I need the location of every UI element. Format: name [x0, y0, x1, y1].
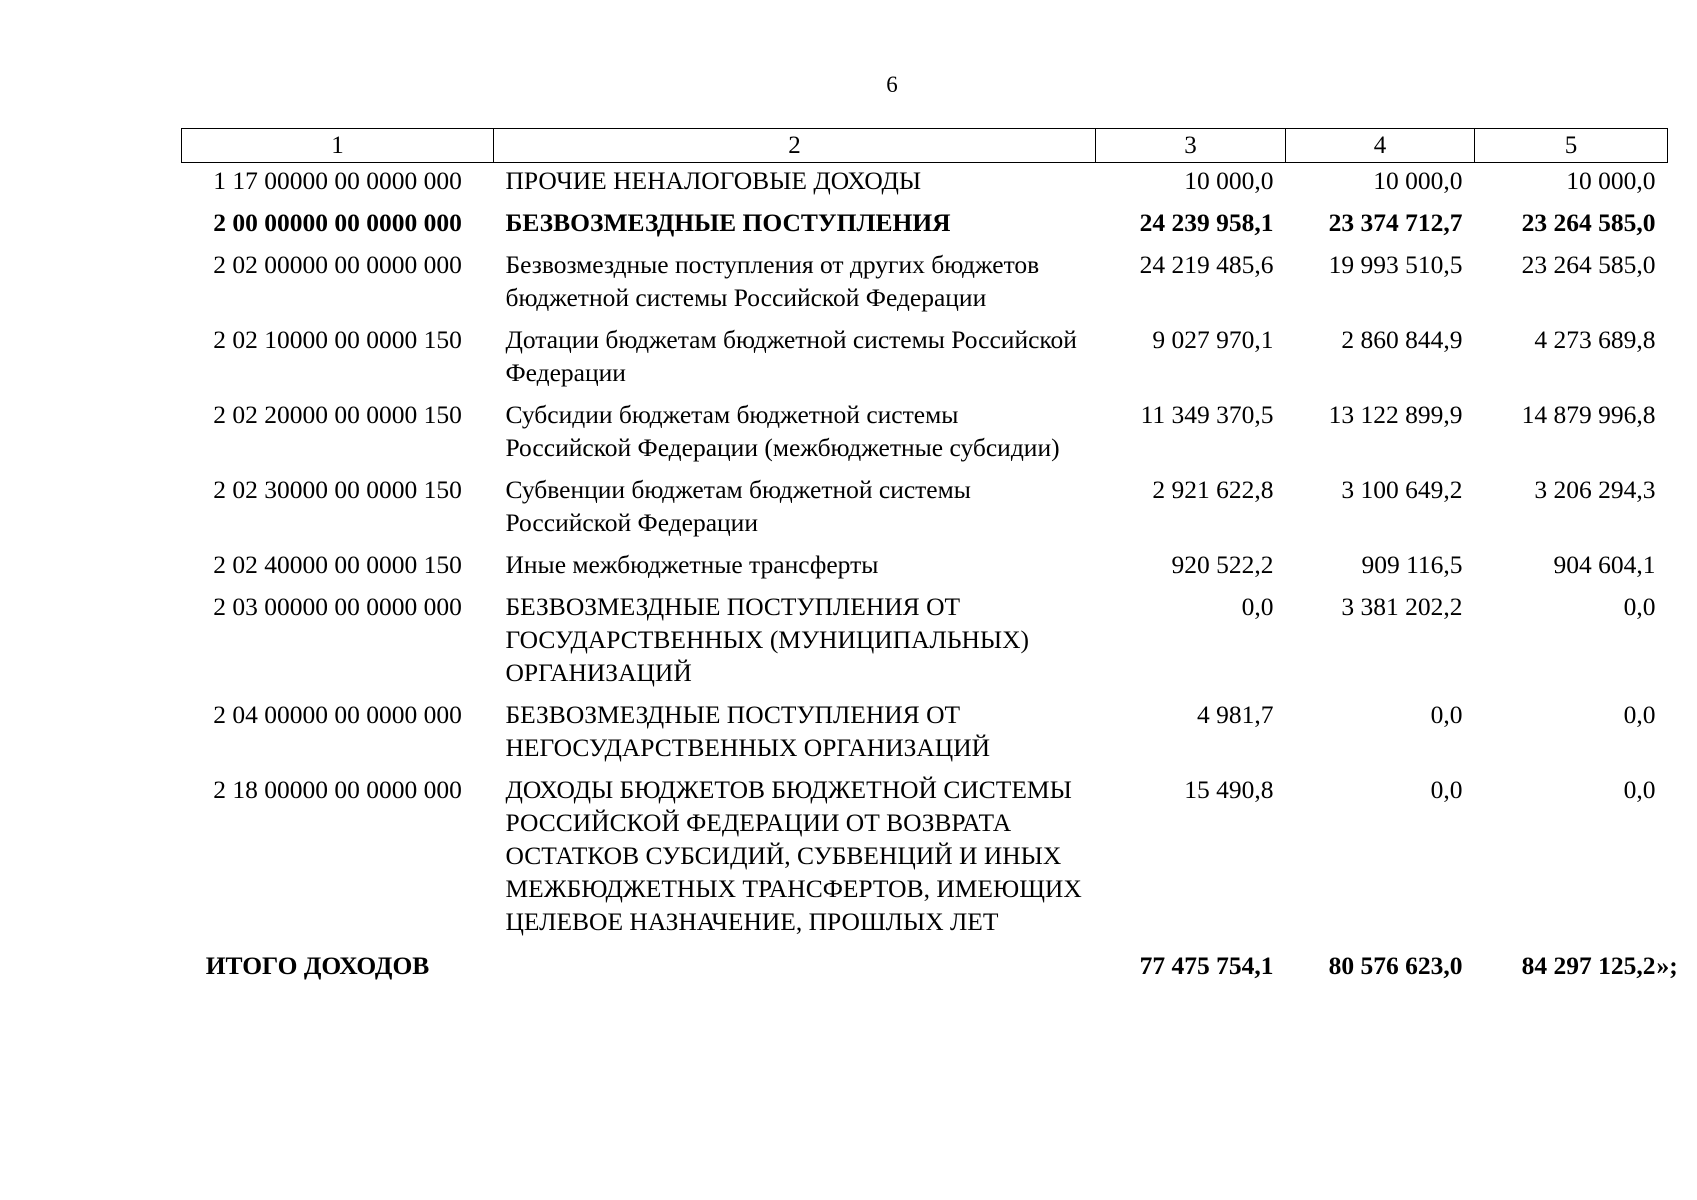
budget-code-cell: 2 02 30000 00 0000 150 [213, 475, 462, 504]
amount-cell-col4: 2 860 844,9 [1341, 325, 1463, 354]
table-row [182, 698, 1668, 773]
budget-code-cell: 2 00 00000 00 0000 000 [213, 208, 462, 237]
budget-code-cell: 1 17 00000 00 0000 000 [213, 166, 462, 195]
table-row [182, 248, 1668, 323]
column-header-1: 1 [182, 129, 494, 163]
revenue-name-cell: Иные межбюджетные трансферты [505, 550, 879, 579]
amount-cell-col4: 0,0 [1430, 775, 1463, 804]
header-row [182, 129, 1668, 163]
table-body [182, 163, 1678, 992]
budget-code-cell: 2 18 00000 00 0000 000 [213, 775, 462, 804]
amount-cell-col3: 10 000,0 [1184, 166, 1274, 195]
amount-cell-col3: 15 490,8 [1184, 775, 1274, 804]
total-name-cell [494, 947, 1096, 991]
amount-cell-col4: 3 100 649,2 [1341, 475, 1463, 504]
table-row [182, 473, 1668, 548]
revenue-name-cell: БЕЗВОЗМЕЗДНЫЕ ПОСТУПЛЕНИЯ [505, 208, 951, 237]
table-row [182, 773, 1668, 947]
amount-cell-col5: 14 879 996,8 [1521, 400, 1656, 429]
amount-cell-col5: 23 264 585,0 [1521, 208, 1656, 237]
amount-cell-col4: 909 116,5 [1361, 550, 1463, 579]
table-header [182, 129, 1668, 163]
revenue-name-cell: Субсидии бюджетам бюджетной системы Российской Федерации (межбюджетные субсидии) [505, 400, 1060, 462]
table-row [182, 590, 1668, 698]
total-amount-col5: 84 297 125,2 [1521, 951, 1656, 980]
column-header-5: 5 [1475, 129, 1668, 163]
budget-code-cell: 2 02 40000 00 0000 150 [213, 550, 462, 579]
table-row [182, 323, 1668, 398]
revenue-name-cell: Субвенции бюджетам бюджетной системы Российской Федерации [505, 475, 971, 537]
budget-code-cell: 2 02 10000 00 0000 150 [213, 325, 462, 354]
amount-cell-col5: 10 000,0 [1566, 166, 1656, 195]
amount-cell-col3: 24 239 958,1 [1139, 208, 1274, 237]
column-header-3: 3 [1096, 129, 1286, 163]
revenue-name-cell: БЕЗВОЗМЕЗДНЫЕ ПОСТУПЛЕНИЯ ОТ ГОСУДАРСТВЕННЫХ (МУНИЦИПАЛЬНЫХ) ОРГАНИЗАЦИЙ [505, 592, 1030, 687]
amount-cell-col5: 4 273 689,8 [1534, 325, 1656, 354]
amount-cell-col3: 11 349 370,5 [1140, 400, 1274, 429]
amount-cell-col3: 920 522,2 [1171, 550, 1274, 579]
amount-cell-col5: 0,0 [1623, 700, 1656, 729]
amount-cell-col5: 3 206 294,3 [1534, 475, 1656, 504]
closing-quote-mark: »; [1656, 951, 1678, 980]
amount-cell-col4: 23 374 712,7 [1328, 208, 1463, 237]
page-number: 6 [886, 72, 898, 97]
budget-code-cell: 2 03 00000 00 0000 000 [213, 592, 462, 621]
table-row [182, 206, 1668, 248]
revenue-name-cell: БЕЗВОЗМЕЗДНЫЕ ПОСТУПЛЕНИЯ ОТ НЕГОСУДАРСТВЕННЫХ ОРГАНИЗАЦИЙ [505, 700, 991, 762]
budget-code-cell: 2 02 00000 00 0000 000 [213, 250, 462, 279]
revenue-name-cell: Дотации бюджетам бюджетной системы Российской Федерации [505, 325, 1077, 387]
revenue-name-cell: Безвозмездные поступления от других бюджетов бюджетной системы Российской Федерации [505, 250, 1040, 312]
table-row [182, 398, 1668, 473]
table-row [182, 163, 1668, 207]
amount-cell-col5: 904 604,1 [1553, 550, 1656, 579]
amount-cell-col3: 0,0 [1241, 592, 1274, 621]
total-amount-col4: 80 576 623,0 [1328, 951, 1463, 980]
amount-cell-col5: 0,0 [1623, 592, 1656, 621]
amount-cell-col4: 19 993 510,5 [1328, 250, 1463, 279]
total-label: ИТОГО ДОХОДОВ [205, 951, 430, 980]
amount-cell-col5: 23 264 585,0 [1521, 250, 1656, 279]
budget-code-cell: 2 02 20000 00 0000 150 [213, 400, 462, 429]
amount-cell-col4: 0,0 [1430, 700, 1463, 729]
revenue-table [181, 128, 1678, 991]
amount-cell-col4: 3 381 202,2 [1341, 592, 1463, 621]
table-row [182, 548, 1668, 590]
column-header-2: 2 [494, 129, 1096, 163]
total-amount-col3: 77 475 754,1 [1139, 951, 1274, 980]
revenue-name-cell: ПРОЧИЕ НЕНАЛОГОВЫЕ ДОХОДЫ [505, 166, 922, 195]
column-header-4: 4 [1286, 129, 1475, 163]
budget-code-cell: 2 04 00000 00 0000 000 [213, 700, 462, 729]
amount-cell-col4: 10 000,0 [1373, 166, 1463, 195]
total-row [182, 947, 1668, 991]
total-amount-col5-cell [1475, 947, 1678, 991]
amount-cell-col3: 2 921 622,8 [1152, 475, 1274, 504]
amount-cell-col5: 0,0 [1623, 775, 1656, 804]
revenue-name-cell: ДОХОДЫ БЮДЖЕТОВ БЮДЖЕТНОЙ СИСТЕМЫ РОССИЙСКОЙ ФЕДЕРАЦИИ ОТ ВОЗВРАТА ОСТАТКОВ СУБСИДИЙ, СУБВЕНЦИЙ И ИНЫХ МЕЖБЮДЖЕТНЫХ ТРАНСФЕРТОВ, ИМЕЮЩИХ ЦЕЛЕВОЕ НАЗНАЧЕНИЕ, ПРОШЛЫХ ЛЕТ [505, 775, 1082, 936]
amount-cell-col3: 24 219 485,6 [1139, 250, 1274, 279]
amount-cell-col4: 13 122 899,9 [1328, 400, 1463, 429]
amount-cell-col3: 9 027 970,1 [1152, 325, 1274, 354]
amount-cell-col3: 4 981,7 [1197, 700, 1274, 729]
